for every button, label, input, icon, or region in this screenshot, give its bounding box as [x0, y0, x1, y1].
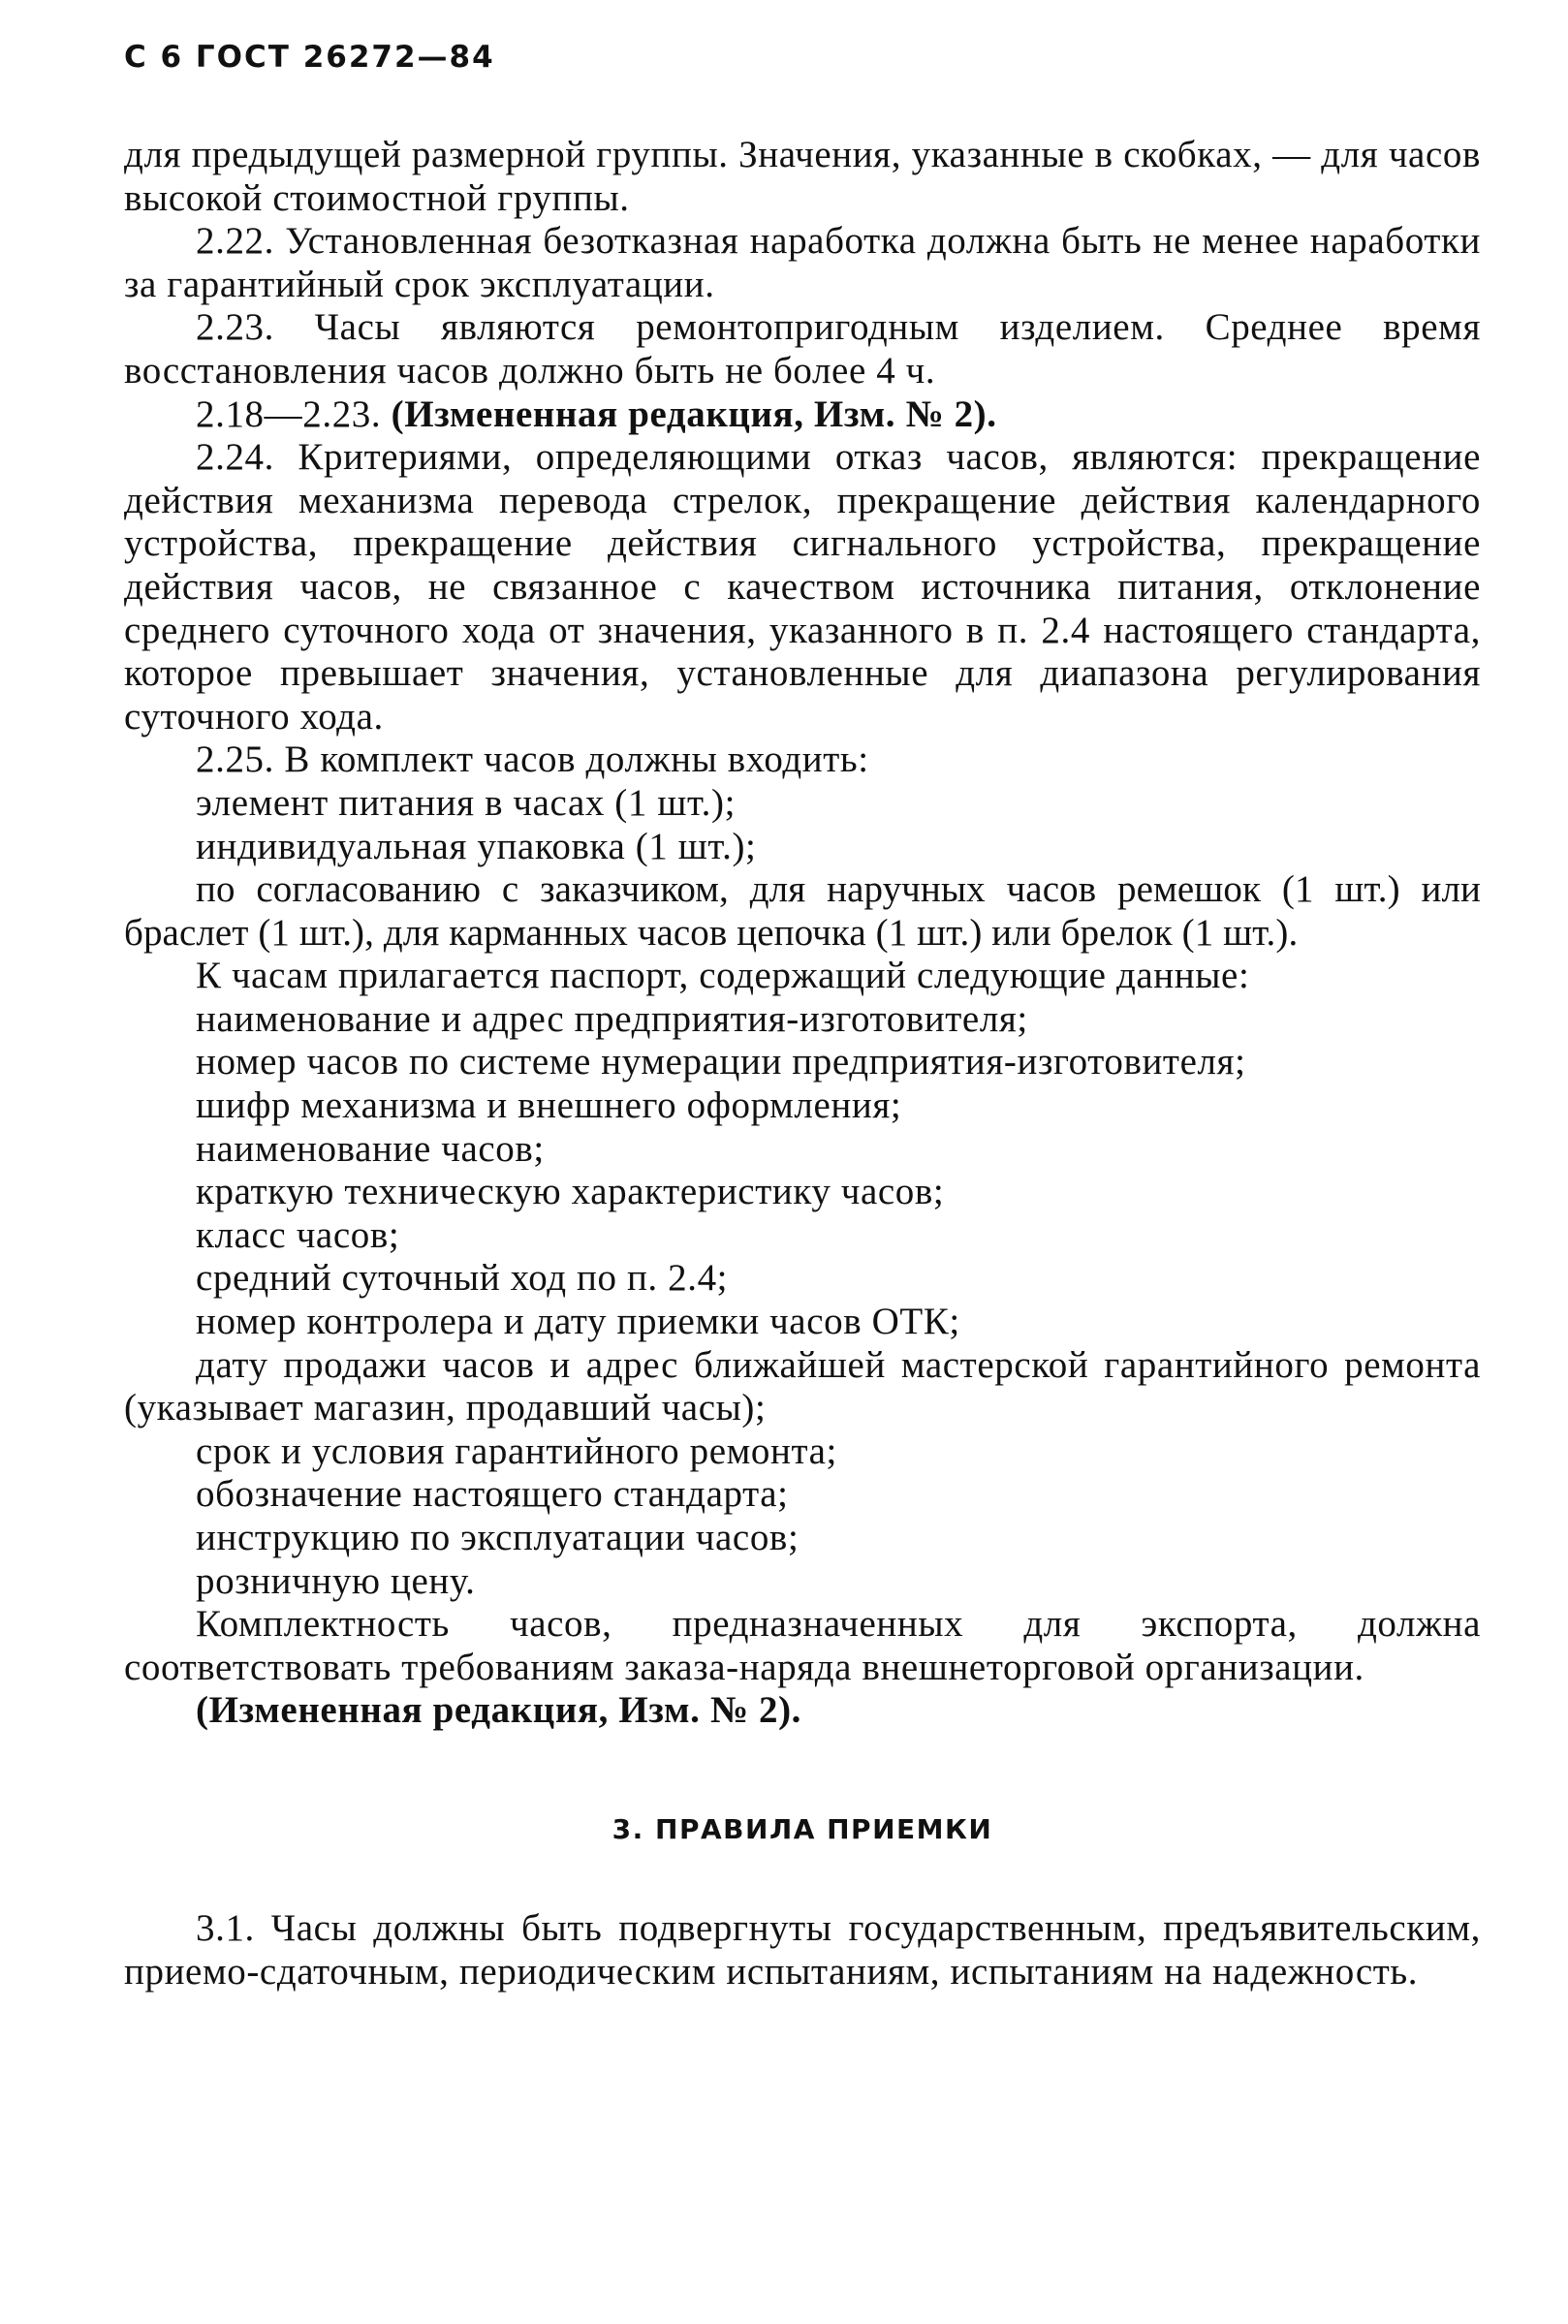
passport-item: розничную цену.: [196, 1559, 476, 1602]
amendment-note: (Измененная редакция, Изм. № 2).: [391, 393, 997, 435]
passport-item: обозначение настоящего стандарта;: [196, 1473, 789, 1516]
amendment-note-text: (Измененная редакция, Изм. № 2).: [196, 1689, 802, 1732]
passport-item: краткую техническую характеристику часов;: [196, 1171, 945, 1213]
passport-item: класс часов;: [196, 1213, 400, 1256]
passport-item: номер контролера и дату приемки часов ОТК;: [196, 1301, 960, 1343]
export-note: Комплектность часов, предназначенных для экспорта, должна соответствовать требованиям заказа-наряда внешнеторговой организации.: [124, 1603, 1481, 1688]
passport-intro: К часам прилагается паспорт, содержащий следующие данные:: [196, 955, 1250, 997]
paragraph-2-25: 2.25. В комплект часов должны входить:: [196, 738, 869, 781]
paragraph-2-23: 2.23. Часы являются ремонтопригодным изделием. Среднее время восстановления часов должно быть не более 4 ч.: [124, 306, 1481, 392]
passport-item: номер часов по системе нумерации предприятия-изготовителя;: [196, 1041, 1246, 1083]
passport-item: срок и условия гарантийного ремонта;: [196, 1429, 837, 1472]
kit-item: по согласованию с заказчиком, для наручных часов ремешок (1 шт.) или браслет (1 шт.), для карманных часов цепочка (1 шт.) или брелок (1 шт.).: [124, 868, 1481, 954]
passport-item: средний суточный ход по п. 2.4;: [196, 1257, 729, 1300]
section-title: 3. ПРАВИЛА ПРИЕМКИ: [612, 1812, 993, 1845]
paragraph-3-1: 3.1. Часы должны быть подвергнуты государственным, предъявительским, приемо-сдаточным, периодическим испытаниям, испытаниям на надежность.: [124, 1906, 1481, 1993]
kit-item: индивидуальная упаковка (1 шт.);: [196, 825, 757, 867]
paragraph-2-24: 2.24. Критериями, определяющими отказ часов, являются: прекращение действия механизма перевода стрелок, прекращение действия календарного устройства, прекращение действия сигнального устройства, прекращение действия часов, не связанное с качеством источника питания, отклонение среднего суточного хода от значения, указанного в п. 2.4 настоящего стандарта, которое превышает значения, установленные для диапазона регулирования суточного хода.: [124, 436, 1481, 738]
passport-item: дату продажи часов и адрес ближайшей мастерской гарантийного ремонта (указывает магазин, продавший часы);: [124, 1343, 1481, 1429]
document-page: [124, 27, 1481, 1994]
running-header: С 6 ГОСТ 26272—84: [124, 40, 495, 75]
passport-item: инструкцию по эксплуатации часов;: [196, 1517, 800, 1558]
amendment-note: [124, 1689, 1481, 1733]
passport-item: наименование часов;: [196, 1127, 545, 1170]
clause-range: 2.18—2.23.: [196, 393, 392, 435]
body-text: [124, 134, 1481, 1994]
kit-item: элемент питания в часах (1 шт.);: [196, 781, 737, 824]
paragraph-2-22: 2.22. Установленная безотказная наработка должна быть не менее наработки за гарантийный срок эксплуатации.: [124, 220, 1481, 305]
passport-item: шифр механизма и внешнего оформления;: [196, 1084, 902, 1127]
paragraph-2-18-2-23: [124, 393, 1481, 437]
passport-item: наименование и адрес предприятия-изготовителя;: [196, 997, 1028, 1040]
paragraph-continued: для предыдущей размерной группы. Значения, указанные в скобках, — для часов высокой стоимостной группы.: [124, 134, 1481, 219]
